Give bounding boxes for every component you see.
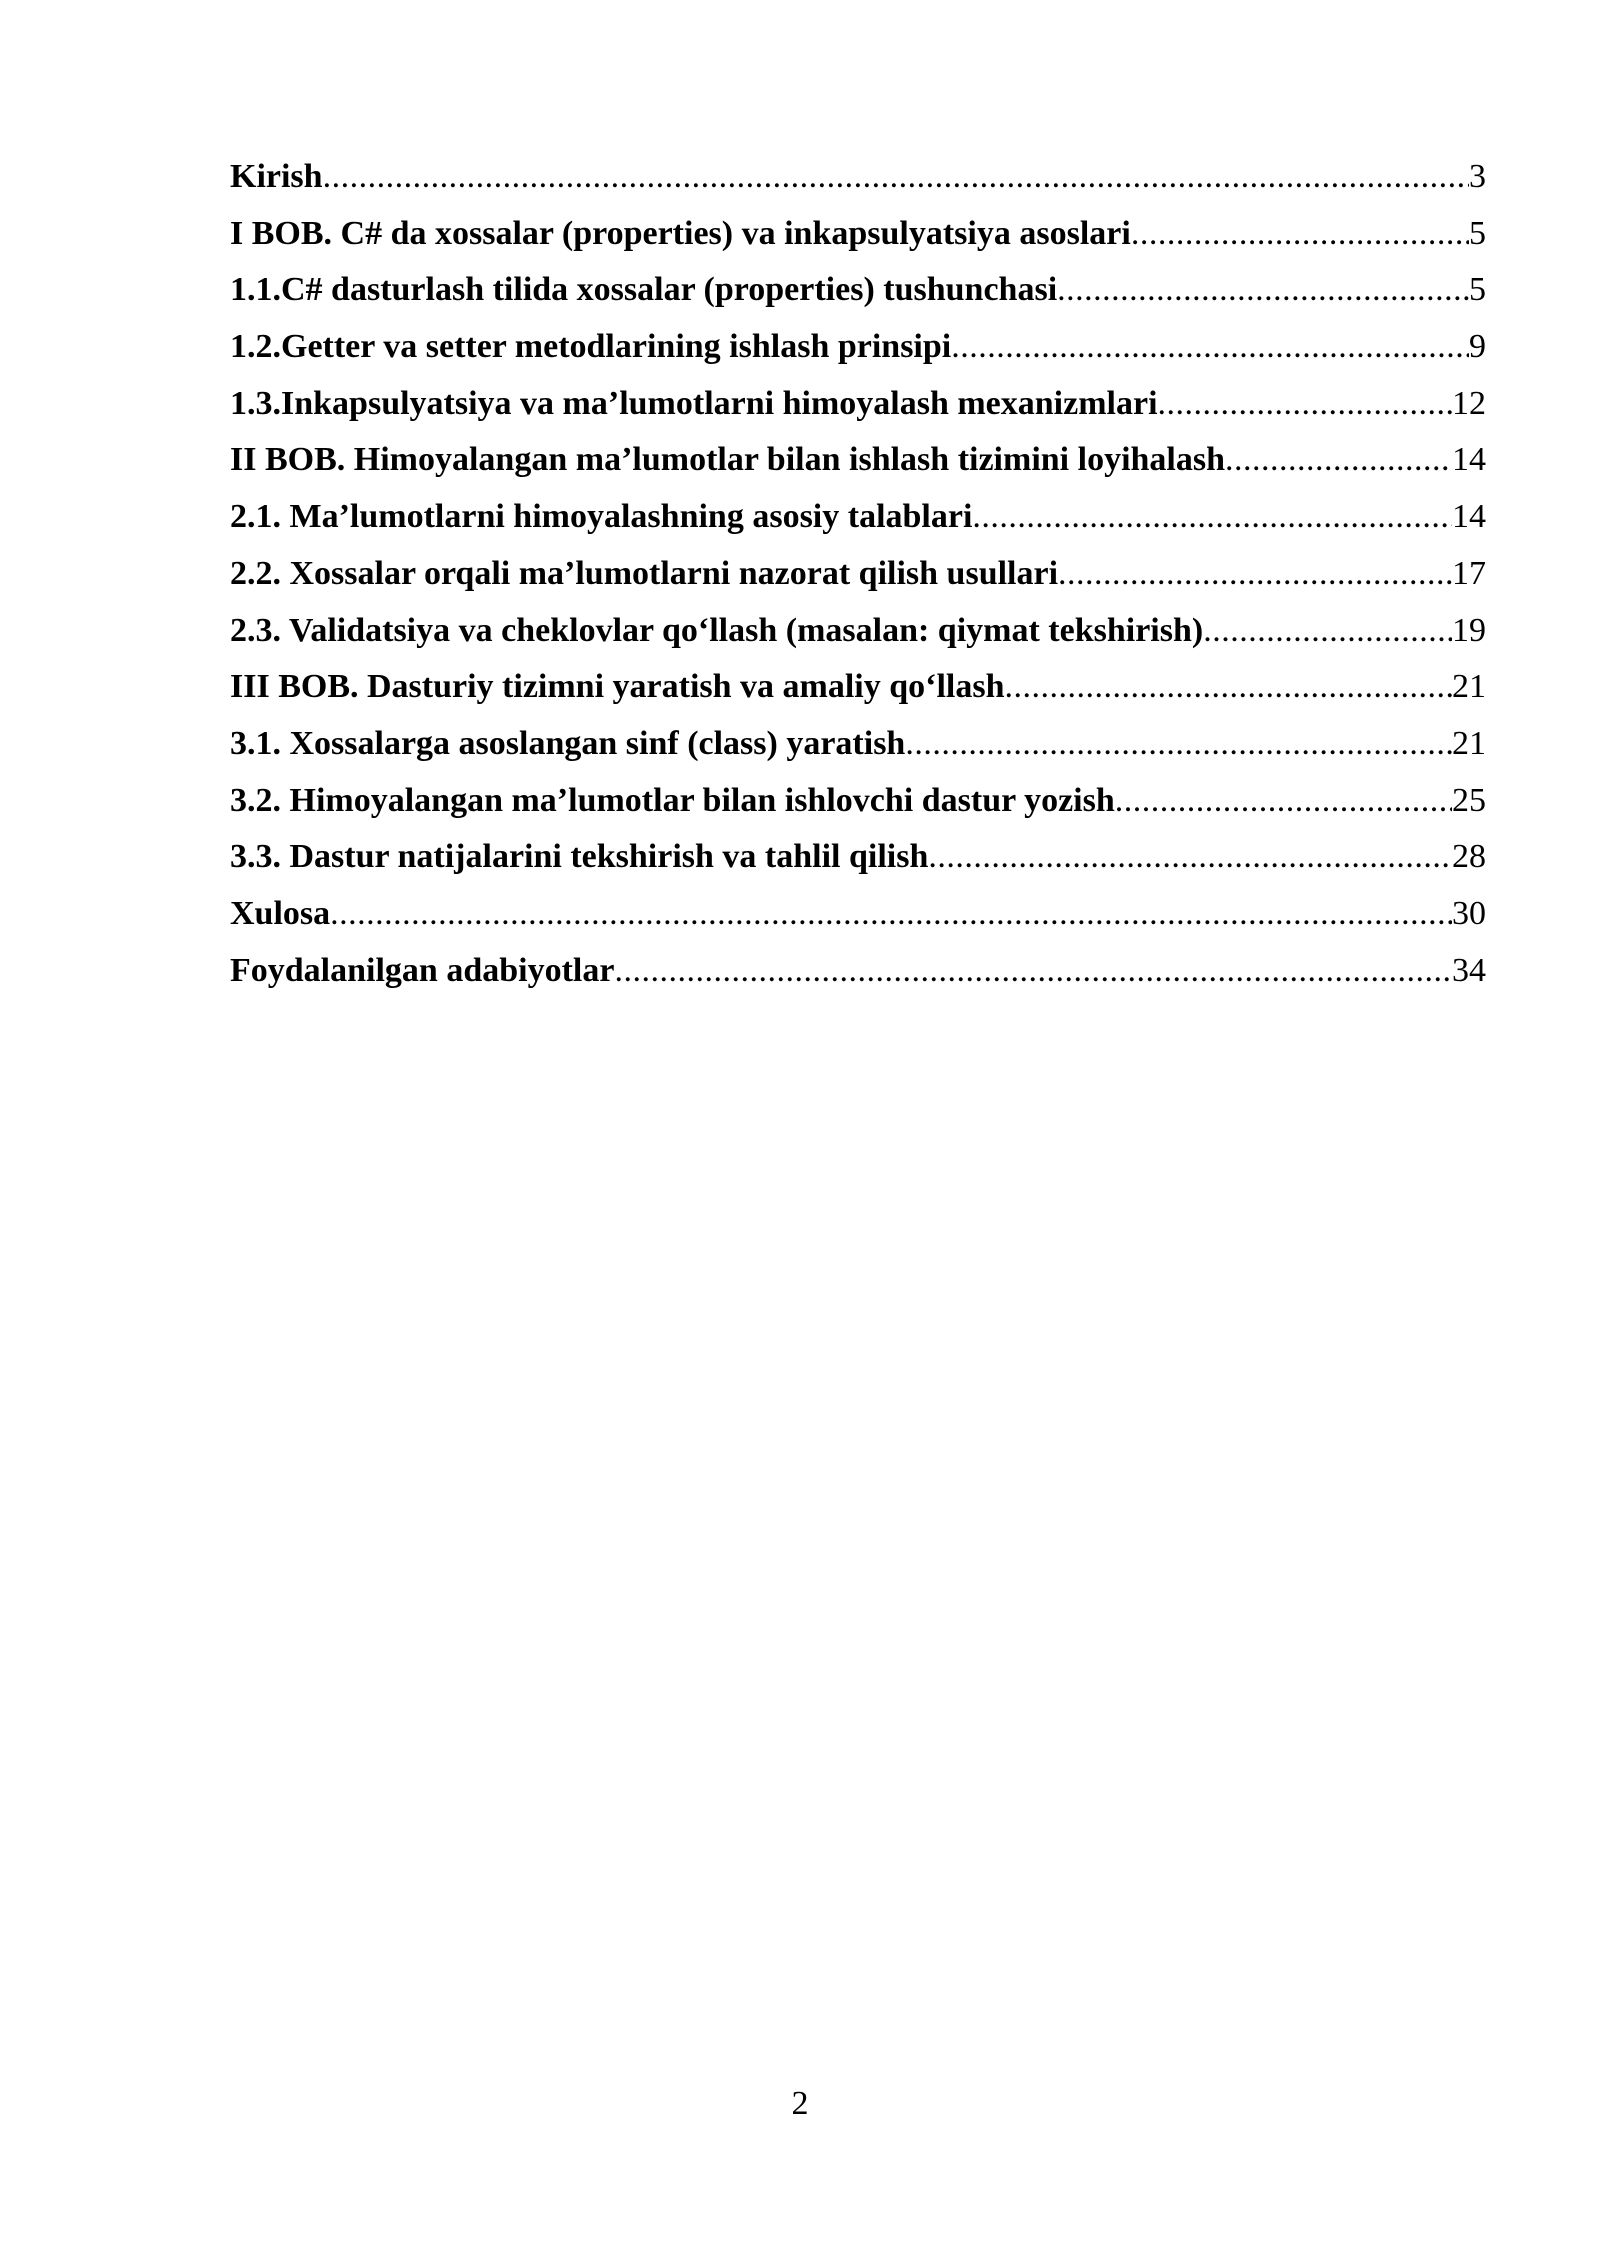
toc-entry-section-1-3 [230,376,1486,433]
toc-entry-page: 21 [1452,668,1486,706]
toc-entry-title: 1.3.Inkapsulyatsiya va ma’lumotlarni himoyalash mexanizmlari [230,384,1158,422]
toc-entry-section-3-1 [230,716,1486,773]
toc-entry-section-3-3 [230,829,1486,886]
toc-entry-chapter-2 [230,432,1486,489]
dot-leader [928,829,1452,886]
dot-leader [330,886,1452,943]
toc-entry-page: 30 [1452,894,1486,932]
toc-entry-title: Xulosa [230,894,331,932]
toc-entry-page: 17 [1452,554,1486,592]
dot-leader [1203,603,1452,660]
toc-entry-title: 1.1.C# dasturlash tilida xossalar (properties) tushunchasi [230,271,1058,309]
toc-entry-title: 2.3. Validatsiya va cheklovlar qo‘llash (masalan: qiymat tekshirish) [230,611,1204,649]
toc-entry-page: 14 [1452,441,1486,479]
toc-entry-title: 1.2.Getter va setter metodlarining ishlash prinsipi [230,328,952,366]
toc-entry-page: 21 [1452,724,1486,762]
toc-entry-title: 3.1. Xossalarga asoslangan sinf (class) yaratish [230,724,906,762]
toc-entry-title: II BOB. Himoyalangan ma’lumotlar bilan ishlash tizimini loyihalash [230,441,1226,479]
toc-entry-section-1-1 [230,262,1486,319]
table-of-contents [230,149,1486,999]
dot-leader [1115,773,1452,830]
toc-entry-title: 2.2. Xossalar orqali ma’lumotlarni nazorat qilish usullari [230,554,1059,592]
dot-leader [951,319,1469,376]
toc-entry-page: 12 [1452,384,1486,422]
dot-leader [1131,206,1469,263]
toc-entry-page: 19 [1452,611,1486,649]
toc-entry-references [230,943,1486,1000]
toc-entry-page: 34 [1452,951,1486,989]
toc-entry-title: 2.1. Ma’lumotlarni himoyalashning asosiy talablari [230,498,973,536]
toc-entry-title: III BOB. Dasturiy tizimni yaratish va amaliy qo‘llash [230,668,1005,706]
toc-entry-page: 25 [1452,781,1486,819]
toc-entry-xulosa [230,886,1486,943]
toc-entry-page: 5 [1469,271,1486,309]
toc-entry-page: 14 [1452,498,1486,536]
toc-entry-page: 5 [1469,214,1486,252]
dot-leader [614,943,1452,1000]
page-number: 2 [791,2085,809,2122]
dot-leader [1158,376,1452,433]
dot-leader [1225,432,1452,489]
toc-entry-title: Kirish [230,158,323,195]
toc-entry-section-1-2 [230,319,1486,376]
toc-entry-page: 9 [1469,328,1486,366]
toc-entry-section-2-1 [230,489,1486,546]
dot-leader [1057,262,1469,319]
toc-entry-title: 3.2. Himoyalangan ma’lumotlar bilan ishlovchi dastur yozish [230,781,1115,819]
dot-leader [323,149,1469,206]
toc-entry-section-3-2 [230,773,1486,830]
toc-entry-title: Foydalanilgan adabiyotlar [230,951,615,989]
toc-entry-section-2-3 [230,603,1486,660]
toc-entry-chapter-3 [230,659,1486,716]
toc-entry-title: I BOB. C# da xossalar (properties) va inkapsulyatsiya asoslari [230,214,1131,252]
dot-leader [1005,659,1452,716]
toc-entry-page: 28 [1452,838,1486,876]
dot-leader [905,716,1452,773]
toc-entry-section-2-2 [230,546,1486,603]
toc-entry-title: 3.3. Dastur natijalarini tekshirish va tahlil qilish [230,838,929,876]
dot-leader [972,489,1452,546]
toc-entry-kirish [230,149,1486,206]
toc-entry-chapter-1 [230,206,1486,263]
dot-leader [1058,546,1452,603]
toc-entry-page: 3 [1469,158,1486,195]
